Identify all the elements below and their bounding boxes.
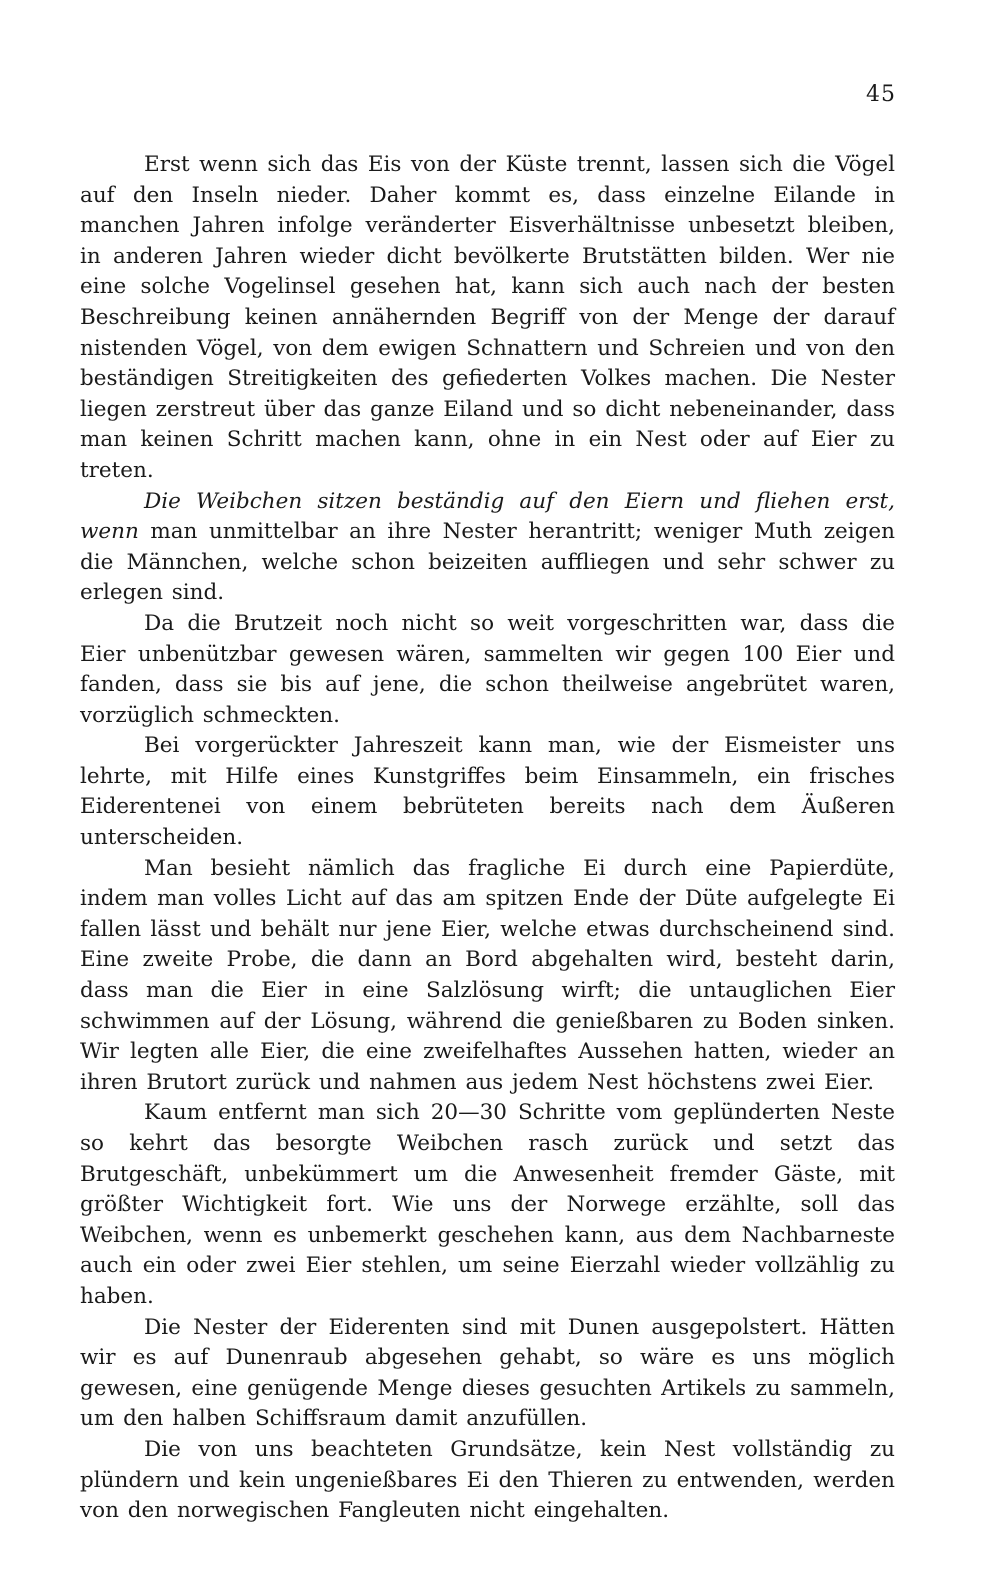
paragraph-1: Erst wenn sich das Eis von der Küste trennt, lassen sich die Vögel auf den Inseln nieder. Daher kommt es, dass einzelne Eilande in manchen Jahren infolge veränderter Eisverhältnisse unbesetzt bleiben, in anderen Jahren wieder dicht bevölkerte Brutstätten bilden. Wer nie eine solche Vogelinsel gesehen hat, kann sich auch nach der besten Beschreibung keinen annähernden Begriff von der Menge der darauf nistenden Vögel, von dem ewigen Schnattern und Schreien und von den beständigen Streitigkeiten des gefiederten Volkes machen. Die Nester liegen zerstreut über das ganze Eiland und so dicht nebeneinander, dass man keinen Schritt machen kann, ohne in ein Nest oder auf Eier zu treten. [80, 152, 895, 483]
paragraph-2-italic-lead: Die Weibchen sitzen beständig auf den Eiern und fliehen erst, wenn [80, 488, 895, 545]
body-text [80, 150, 895, 1527]
paragraph-8: Die von uns beachteten Grundsätze, kein Nest vollständig zu plündern und kein ungenießbares Ei den Thieren zu entwenden, werden von den norwegischen Fangleuten nicht eingehalten. [80, 1436, 895, 1524]
paragraph-7: Die Nester der Eiderenten sind mit Dunen ausgepolstert. Hätten wir es auf Dunenraub abgesehen gehabt, so wäre es uns möglich gewesen, eine genügende Menge dieses gesuchten Artikels zu sammeln, um den halben Schiffsraum damit anzufüllen. [80, 1314, 895, 1432]
paragraph-4: Bei vorgerückter Jahreszeit kann man, wie der Eismeister uns lehrte, mit Hilfe eines Kunstgriffes beim Einsammeln, ein frisches Eiderentenei von einem bebrüteten bereits nach dem Äußeren unterscheiden. [80, 733, 895, 851]
paragraph-2-rest: man unmittelbar an ihre Nester herantritt; weniger Muth zeigen die Männchen, welche schon beizeiten auffliegen und sehr schwer zu erlegen sind. [80, 519, 895, 606]
paragraph-3: Da die Brutzeit noch nicht so weit vorgeschritten war, dass die Eier unbenützbar gewesen wären, sammelten wir gegen 100 Eier und fanden, dass sie bis auf jene, die schon theilweise angebrütet waren, vorzüglich schmeckten. [80, 610, 895, 728]
page-number: 45 [866, 82, 896, 107]
paragraph-6: Kaum entfernt man sich 20—30 Schritte vom geplünderten Neste so kehrt das besorgte Weibchen rasch zurück und setzt das Brutgeschäft, unbekümmert um die Anwesenheit fremder Gäste, mit größter Wichtigkeit fort. Wie uns der Norwege erzählte, soll das Weibchen, wenn es unbemerkt geschehen kann, aus dem Nachbarneste auch ein oder zwei Eier stehlen, um seine Eierzahl wieder vollzählig zu haben. [80, 1100, 895, 1309]
paragraph-5: Man besieht nämlich das fragliche Ei durch eine Papierdüte, indem man volles Licht auf das am spitzen Ende der Düte aufgelegte Ei fallen lässt und behält nur jene Eier, welche etwas durchscheinend sind. Eine zweite Probe, die dann an Bord abgehalten wird, besteht darin, dass man die Eier in eine Salzlösung wirft; die untauglichen Eier schwimmen auf der Lösung, während die genießbaren zu Boden sinken. Wir legten alle Eier, die eine zweifelhaftes Aussehen hatten, wieder an ihren Brutort zurück und nahmen aus jedem Nest höchstens zwei Eier. [80, 855, 895, 1095]
paragraph-2 [80, 487, 895, 609]
